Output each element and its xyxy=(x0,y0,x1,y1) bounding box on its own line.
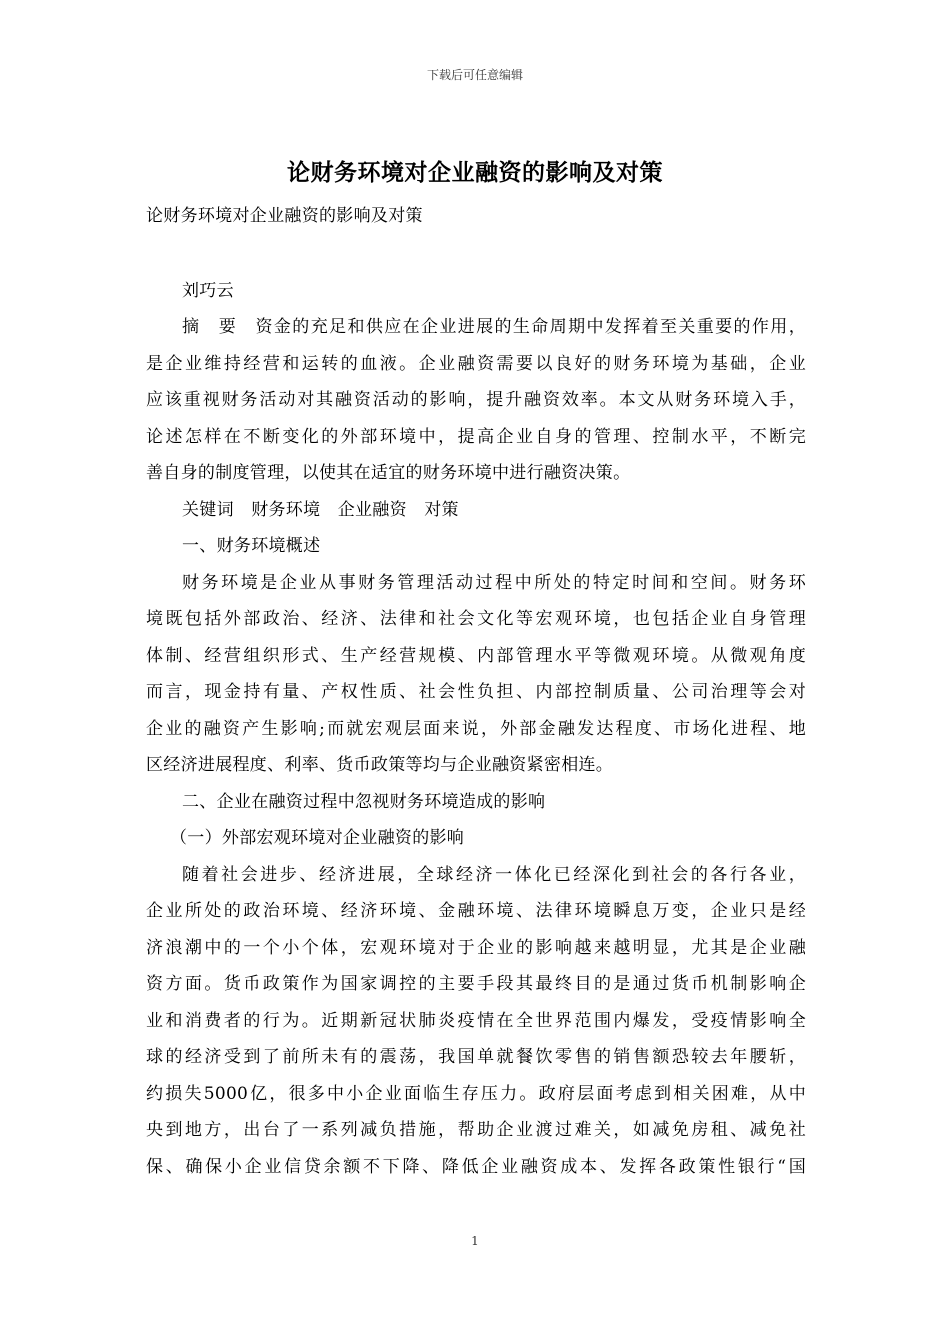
paragraph-line: 财务环境是企业从事财务管理活动过程中所处的特定时间和空间。财务环 xyxy=(182,572,806,593)
paragraph-line: 业和消费者的行为。近期新冠状肺炎疫情在全世界范围内爆发，受疫情影响全 xyxy=(146,1010,806,1031)
paragraph-line: 保、确保小企业信贷余额不下降、降低企业融资成本、发挥各政策性银行“国 xyxy=(146,1156,806,1177)
document-title: 论财务环境对企业融资的影响及对策 xyxy=(287,159,663,186)
section-heading: 一、财务环境概述 xyxy=(182,536,321,556)
paragraph-line: 随着社会进步、经济进展，全球经济一体化已经深化到社会的各行各业， xyxy=(182,864,806,885)
paragraph-line: 境既包括外部政治、经济、法律和社会文化等宏观环境，也包括企业自身管理 xyxy=(146,609,806,629)
page-header-note: 下载后可任意编辑 xyxy=(426,68,523,82)
paragraph-line: 论述怎样在不断变化的外部环境中，提高企业自身的管理、控制水平，不断完 xyxy=(146,426,806,447)
abstract-paragraph xyxy=(146,309,806,492)
keywords-line: 关键词 财务环境 企业融资 对策 xyxy=(182,499,459,520)
paragraph-line: 体制、经营组织形式、生产经营规模、内部管理水平等微观环境。从微观角度 xyxy=(146,645,806,666)
paragraph-line: 球的经济受到了前所未有的震荡，我国单就餐饮零售的销售额恐较去年腰斩， xyxy=(146,1047,806,1067)
subsection1-paragraph xyxy=(146,857,806,1186)
page-number: 1 xyxy=(471,1234,479,1248)
paragraph-line: 央到地方，出台了一系列减负措施，帮助企业渡过难关，如减免房租、减免社 xyxy=(146,1120,806,1140)
paragraph-line: 应该重视财务活动对其融资活动的影响，提升融资效率。本文从财务环境入手， xyxy=(146,390,806,410)
subsection-heading: （一）外部宏观环境对企业融资的影响 xyxy=(170,828,465,848)
paragraph-line: 而言，现金持有量、产权性质、社会性负担、内部控制质量、公司治理等会对 xyxy=(146,682,806,702)
paragraph-line: 企业所处的政治环境、经济环境、金融环境、法律环境瞬息万变，企业只是经 xyxy=(146,901,806,921)
paragraph-line: 资方面。货币政策作为国家调控的主要手段其最终目的是通过货币机制影响企 xyxy=(146,974,806,994)
document-body xyxy=(146,198,806,1185)
paragraph-line: 企业的融资产生影响;而就宏观层面来说，外部金融发达程度、市场化进程、地 xyxy=(146,718,806,739)
paragraph-line: 区经济进展程度、利率、货币政策等均与企业融资紧密相连。 xyxy=(146,755,614,775)
paragraph-line: 善自身的制度管理，以使其在适宜的财务环境中进行融资决策。 xyxy=(146,463,631,483)
paragraph-line: 约损失5000亿，很多中小企业面临生存压力。政府层面考虑到相关困难，从中 xyxy=(146,1083,806,1104)
section-heading: 二、企业在融资过程中忽视财务环境造成的影响 xyxy=(182,791,546,812)
paragraph-line: 济浪潮中的一个小个体，宏观环境对于企业的影响越来越明显，尤其是企业融 xyxy=(146,937,806,958)
blank-line xyxy=(146,235,806,273)
paragraph-line: 摘 要 资金的充足和供应在企业进展的生命周期中发挥着至关重要的作用， xyxy=(182,317,806,337)
paragraph-line: 是企业维持经营和运转的血液。企业融资需要以良好的财务环境为基础，企业 xyxy=(146,353,806,374)
author-name: 刘巧云 xyxy=(182,280,234,301)
section1-paragraph xyxy=(146,565,806,784)
document-subtitle: 论财务环境对企业融资的影响及对策 xyxy=(146,206,423,226)
